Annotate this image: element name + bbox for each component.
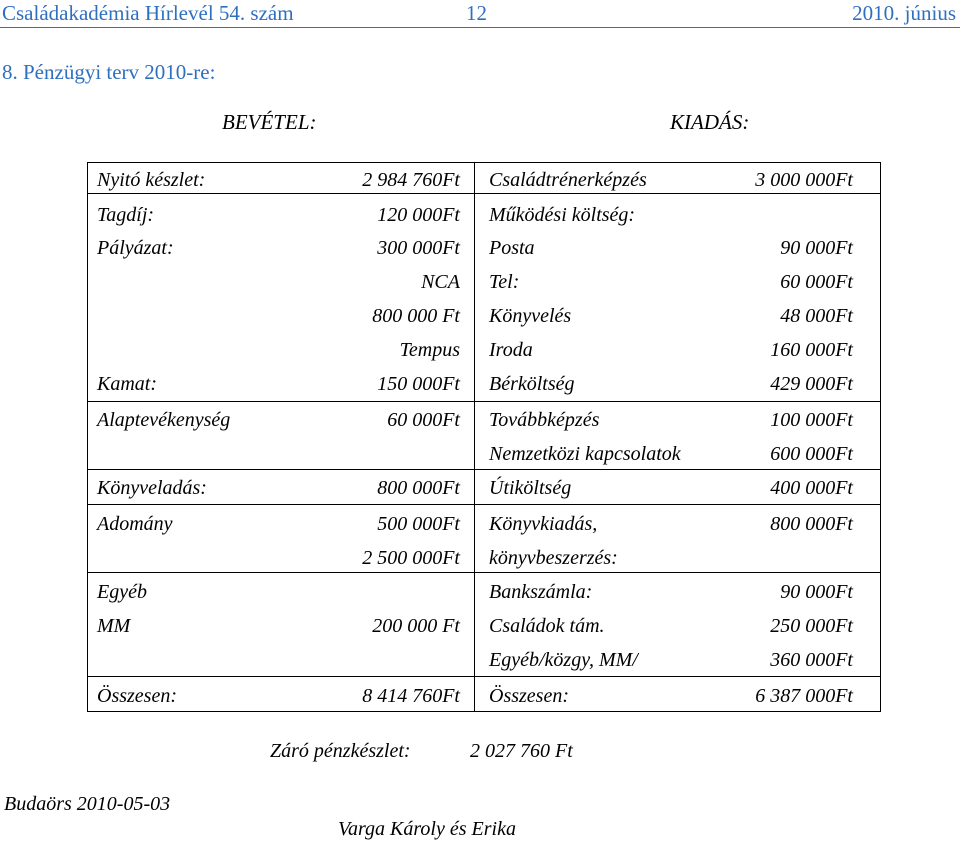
income-amount: 200 000 Ft — [372, 615, 460, 637]
column-divider — [474, 163, 475, 711]
expense-label: Posta — [489, 237, 535, 259]
budget-table — [87, 162, 881, 712]
issue-date: 2010. június — [852, 1, 956, 25]
signatories: Varga Károly és Erika — [338, 818, 516, 840]
expense-cost: 600 000Ft — [770, 443, 853, 465]
row-divider — [88, 572, 880, 573]
section-title: 8. Pénzügyi terv 2010-re: — [2, 60, 216, 84]
income-label: Pályázat: — [97, 237, 174, 259]
income-label: Könyveladás: — [97, 477, 207, 499]
expense-label: Egyéb/közgy, MM/ — [489, 649, 638, 671]
expense-label: Könyvkiadás, — [489, 513, 598, 535]
income-amount: 500 000Ft — [377, 513, 460, 535]
expense-cost: 429 000Ft — [770, 373, 853, 395]
expense-cost: 360 000Ft — [770, 649, 853, 671]
closing-balance-value: 2 027 760 Ft — [470, 740, 573, 762]
income-amount: 60 000Ft — [387, 409, 460, 431]
expense-label: Útiköltség — [489, 477, 572, 499]
expense-label: Bérköltség — [489, 373, 575, 395]
income-amount: 800 000 Ft — [372, 305, 460, 327]
expense-cost: 3 000 000Ft — [755, 169, 853, 191]
place-date: Budaörs 2010-05-03 — [4, 793, 171, 815]
expense-label: Továbbképzés — [489, 409, 600, 431]
expense-label: Iroda — [489, 339, 533, 361]
income-label: Adomány — [97, 513, 173, 535]
income-heading: BEVÉTEL: — [222, 110, 317, 134]
row-divider — [88, 193, 880, 194]
page-number: 12 — [466, 1, 487, 25]
expense-label: Működési költség: — [489, 204, 636, 226]
income-label: Nyitó készlet: — [97, 169, 206, 191]
income-amount: Tempus — [399, 339, 460, 361]
income-amount: 2 984 760Ft — [362, 169, 460, 191]
expense-label: Családok tám. — [489, 615, 605, 637]
income-label: Alaptevékenység — [97, 409, 231, 431]
expense-cost: 400 000Ft — [770, 477, 853, 499]
income-amount: 800 000Ft — [377, 477, 460, 499]
income-amount: NCA — [421, 271, 460, 293]
row-divider — [88, 401, 880, 402]
expense-label: Tel: — [489, 271, 520, 293]
expense-label: Bankszámla: — [489, 581, 593, 603]
income-amount: 2 500 000Ft — [362, 547, 460, 569]
expense-label: könyvbeszerzés: — [489, 547, 618, 569]
closing-balance-label: Záró pénzkészlet: — [270, 740, 411, 762]
newsletter-title: Családakadémia Hírlevél 54. szám — [2, 1, 294, 25]
row-divider — [88, 676, 880, 677]
income-label: Kamat: — [97, 373, 157, 395]
income-label: Tagdíj: — [97, 204, 155, 226]
expense-cost: 160 000Ft — [770, 339, 853, 361]
page-header — [0, 0, 960, 27]
header-rule — [0, 27, 960, 28]
expense-label: Összesen: — [489, 685, 569, 707]
expense-cost: 250 000Ft — [770, 615, 853, 637]
income-amount: 8 414 760Ft — [362, 685, 460, 707]
expense-label: Nemzetközi kapcsolatok — [489, 443, 681, 465]
expense-cost: 60 000Ft — [780, 271, 853, 293]
income-label: Összesen: — [97, 685, 177, 707]
row-divider — [88, 469, 880, 470]
expense-cost: 6 387 000Ft — [755, 685, 853, 707]
income-amount: 150 000Ft — [377, 373, 460, 395]
expense-cost: 100 000Ft — [770, 409, 853, 431]
expense-cost: 800 000Ft — [770, 513, 853, 535]
expense-cost: 90 000Ft — [780, 237, 853, 259]
row-divider — [88, 504, 880, 505]
income-amount: 120 000Ft — [377, 204, 460, 226]
expense-label: Családtrénerképzés — [489, 169, 647, 191]
expense-heading: KIADÁS: — [670, 110, 750, 134]
expense-cost: 48 000Ft — [780, 305, 853, 327]
expense-label: Könyvelés — [489, 305, 572, 327]
income-amount: 300 000Ft — [377, 237, 460, 259]
expense-cost: 90 000Ft — [780, 581, 853, 603]
income-label: MM — [97, 615, 131, 637]
income-label: Egyéb — [97, 581, 147, 603]
